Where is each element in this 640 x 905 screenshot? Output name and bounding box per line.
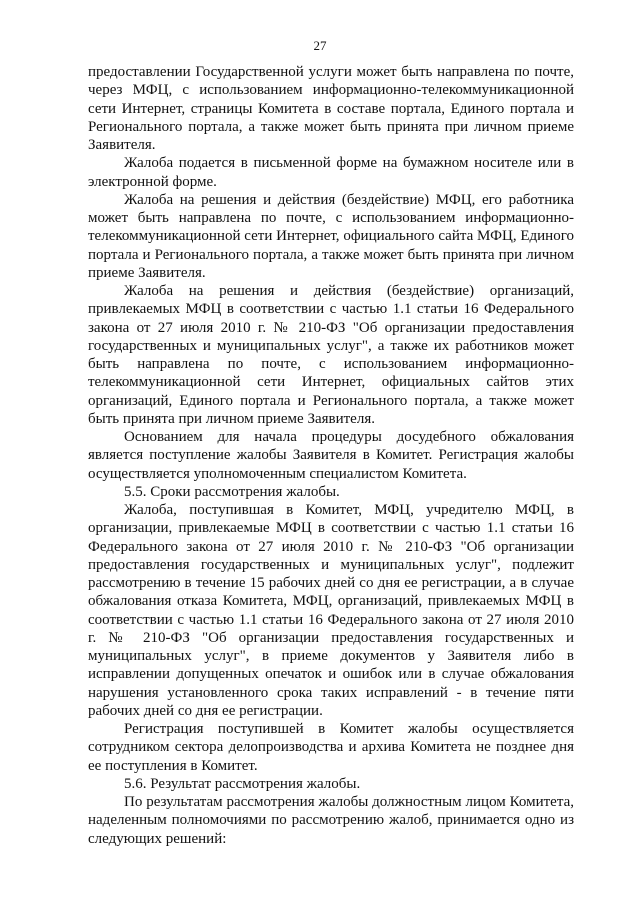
paragraph: Жалоба подается в письменной форме на бумажном носителе или в электронной форме. <box>88 155 574 190</box>
paragraph: Основанием для начала процедуры досудебного обжалования является поступление жалобы Заявителя в Комитет. Регистрация жалобы осуществляется уполномоченным специалистом Комитета. <box>88 429 574 482</box>
document-body <box>88 63 574 848</box>
section-heading: 5.5. Сроки рассмотрения жалобы. <box>124 483 340 500</box>
paragraph: предоставлении Государственной услуги может быть направлена по почте, через МФЦ, с использованием информационно-телекоммуникационной сети Интернет, страницы Комитета в составе портала, Единого портала и Регионального портала, а также может быть принята при личном приеме Заявителя. <box>88 64 574 153</box>
paragraph: Регистрация поступившей в Комитет жалобы осуществляется сотрудником сектора делопроизводства и архива Комитета не позднее дня ее поступления в Комитет. <box>88 721 574 774</box>
section-heading: 5.6. Результат рассмотрения жалобы. <box>124 775 361 792</box>
paragraph: Жалоба, поступившая в Комитет, МФЦ, учредителю МФЦ, в организации, привлекаемые МФЦ в соответствии с частью 1.1 статьи 16 Федерального закона от 27 июля 2010 г. № 210-ФЗ "Об организации предоставления государственных и муниципальных услуг", подлежит рассмотрению в течение 15 рабочих дней со дня ее регистрации, а в случае обжалования отказа Комитета, МФЦ, организаций, привлекаемых МФЦ в соответствии с частью 1.1 статьи 16 Федерального закона от 27 июля 2010 г. № 210-ФЗ "Об организации предоставления государственных и муниципальных услуг", в приеме документов у Заявителя либо в исправлении допущенных опечаток и ошибок или в случае обжалования нарушения установленного срока таких исправлений - в течение пяти рабочих дней со дня ее регистрации. <box>88 502 574 719</box>
paragraph: Жалоба на решения и действия (бездействие) организаций, привлекаемых МФЦ в соответствии с частью 1.1 статьи 16 Федерального закона от 27 июля 2010 г. № 210-ФЗ "Об организации предоставления государственных и муниципальных услуг", а также их работников может быть направлена по почте, с использованием информационно-телекоммуникационной сети Интернет, официальных сайтов этих организаций, Единого портала и Регионального портала, а также может быть принята при личном приеме Заявителя. <box>88 283 574 427</box>
page-number: 27 <box>313 38 327 53</box>
paragraph: Жалоба на решения и действия (бездействие) МФЦ, его работника может быть направлена по почте, с использованием информационно-телекоммуникационной сети Интернет, официального сайта МФЦ, Единого портала и Регионального портала, а также может быть принята при личном приеме Заявителя. <box>88 191 574 281</box>
paragraph: По результатам рассмотрения жалобы должностным лицом Комитета, наделенным полномочиями по рассмотрению жалоб, принимается одно из следующих решений: <box>88 794 574 847</box>
